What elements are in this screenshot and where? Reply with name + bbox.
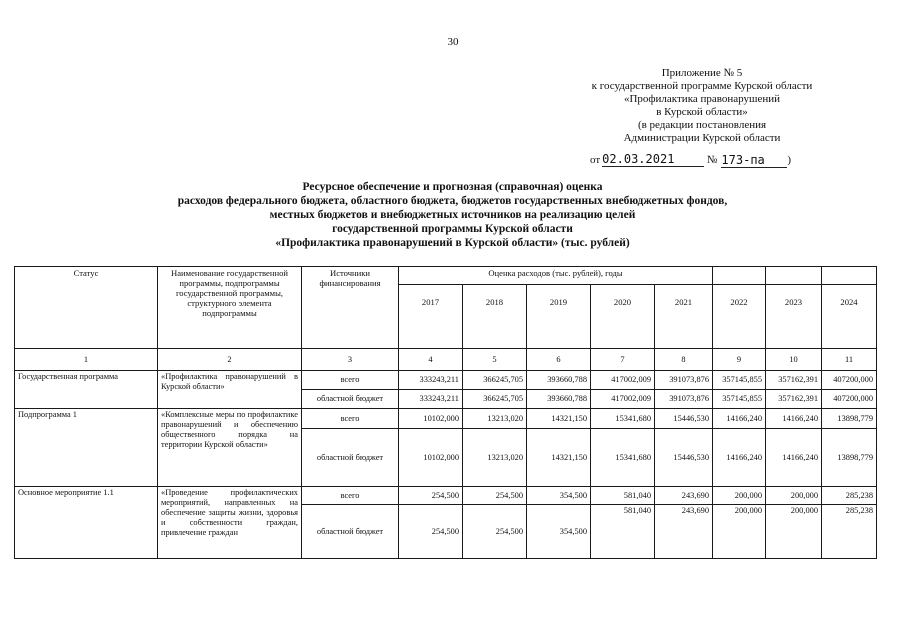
header-blank <box>766 267 822 285</box>
table-cell: 357162,391 <box>766 390 822 409</box>
table-cell: 243,690 <box>655 505 713 559</box>
table-cell: 13213,020 <box>463 409 527 429</box>
table-cell: 200,000 <box>713 505 766 559</box>
header-year: 2022 <box>713 285 766 349</box>
row-source: областной бюджет <box>302 429 399 487</box>
table-cell: 407200,000 <box>822 371 877 390</box>
table-row <box>15 487 877 505</box>
table-cell: 391073,876 <box>655 390 713 409</box>
appendix-line: Приложение № 5 <box>661 67 743 79</box>
row-name: «Проведение профилактических мероприятий, направленных на обеспечение защиты жизни, здоровья и собственности граждан, привлечение граждан <box>158 487 302 559</box>
resolution-number: 173-па <box>721 153 787 168</box>
table-row <box>15 409 877 429</box>
row-source: областной бюджет <box>302 505 399 559</box>
table-cell: 254,500 <box>463 505 527 559</box>
row-status: Основное мероприятие 1.1 <box>15 487 158 559</box>
header-status: Статус <box>15 267 158 349</box>
appendix-line: к государственной программе Курской области <box>591 80 813 92</box>
row-name: «Профилактика правонарушений в Курской области» <box>158 371 302 409</box>
column-number: 3 <box>302 349 399 371</box>
table-cell: 357145,855 <box>713 371 766 390</box>
number-prefix: № <box>706 154 718 166</box>
table-row <box>15 371 877 390</box>
table-cell: 393660,788 <box>527 390 591 409</box>
column-number: 6 <box>527 349 591 371</box>
table-cell: 254,500 <box>399 487 463 505</box>
header-name: Наименование государственной программы, подпрограммы государственной программы, структурного элемента подпрограммы <box>158 267 302 349</box>
row-source: всего <box>302 409 399 429</box>
appendix-line: в Курской области» <box>656 106 748 118</box>
table-cell: 200,000 <box>766 487 822 505</box>
row-source: всего <box>302 371 399 390</box>
row-source: всего <box>302 487 399 505</box>
table-cell: 393660,788 <box>527 371 591 390</box>
table-cell: 13898,779 <box>822 409 877 429</box>
table-cell: 581,040 <box>591 505 655 559</box>
header-year: 2023 <box>766 285 822 349</box>
table-cell: 417002,009 <box>591 371 655 390</box>
column-number-row <box>15 349 877 371</box>
closing-paren: ) <box>787 154 792 166</box>
table-cell: 15341,680 <box>591 409 655 429</box>
column-number: 1 <box>15 349 158 371</box>
table-cell: 254,500 <box>463 487 527 505</box>
title-line: Ресурсное обеспечение и прогнозная (справочная) оценка <box>302 181 603 193</box>
column-number: 5 <box>463 349 527 371</box>
appendix-line: Администрации Курской области <box>623 132 781 144</box>
title-line: местных бюджетов и внебюджетных источников на реализацию целей <box>269 209 636 221</box>
header-row <box>15 267 877 285</box>
header-year: 2018 <box>463 285 527 349</box>
row-source: областной бюджет <box>302 390 399 409</box>
header-blank <box>822 267 877 285</box>
table-cell: 10102,000 <box>399 409 463 429</box>
table-cell: 354,500 <box>527 487 591 505</box>
column-number: 9 <box>713 349 766 371</box>
header-year: 2021 <box>655 285 713 349</box>
header-source: Источники финансирования <box>302 267 399 349</box>
title-line: расходов федерального бюджета, областного бюджета, бюджетов государственных внебюджетных фондов, <box>177 195 728 207</box>
row-status: Государственная программа <box>15 371 158 409</box>
table-cell: 366245,705 <box>463 390 527 409</box>
table-cell: 366245,705 <box>463 371 527 390</box>
table-cell: 13213,020 <box>463 429 527 487</box>
from-prefix: от <box>590 154 601 166</box>
table-cell: 14166,240 <box>766 429 822 487</box>
column-number: 11 <box>822 349 877 371</box>
table-cell: 14321,150 <box>527 429 591 487</box>
resolution-reference <box>590 152 830 168</box>
table-cell: 200,000 <box>766 505 822 559</box>
column-number: 4 <box>399 349 463 371</box>
appendix-line: «Профилактика правонарушений <box>623 93 781 105</box>
table-cell: 285,238 <box>822 487 877 505</box>
table-cell: 15341,680 <box>591 429 655 487</box>
table-cell: 357162,391 <box>766 371 822 390</box>
document-title <box>120 180 785 250</box>
appendix-line: (в редакции постановления <box>637 119 767 131</box>
table-cell: 333243,211 <box>399 371 463 390</box>
table-cell: 243,690 <box>655 487 713 505</box>
appendix-block <box>552 67 852 145</box>
table-cell: 254,500 <box>399 505 463 559</box>
table-cell: 417002,009 <box>591 390 655 409</box>
column-number: 2 <box>158 349 302 371</box>
column-number: 8 <box>655 349 713 371</box>
header-year: 2024 <box>822 285 877 349</box>
header-year: 2017 <box>399 285 463 349</box>
table-cell: 14166,240 <box>713 429 766 487</box>
table-cell: 354,500 <box>527 505 591 559</box>
table-cell: 333243,211 <box>399 390 463 409</box>
page-number: 30 <box>447 36 459 48</box>
header-year: 2020 <box>591 285 655 349</box>
table-cell: 10102,000 <box>399 429 463 487</box>
table-cell: 15446,530 <box>655 409 713 429</box>
table-cell: 285,238 <box>822 505 877 559</box>
row-name: «Комплексные меры по профилактике правонарушений и обеспечению общественного порядка на территории Курской области» <box>158 409 302 487</box>
title-line: «Профилактика правонарушений в Курской области» (тыс. рублей) <box>275 237 630 249</box>
column-number: 7 <box>591 349 655 371</box>
row-status: Подпрограмма 1 <box>15 409 158 487</box>
header-blank <box>713 267 766 285</box>
header-estimate: Оценка расходов (тыс. рублей), годы <box>399 267 713 285</box>
table-cell: 391073,876 <box>655 371 713 390</box>
table-cell: 581,040 <box>591 487 655 505</box>
resource-table <box>14 266 877 559</box>
table-cell: 14166,240 <box>713 409 766 429</box>
header-year: 2019 <box>527 285 591 349</box>
table-cell: 14321,150 <box>527 409 591 429</box>
table-cell: 357145,855 <box>713 390 766 409</box>
title-line: государственной программы Курской области <box>332 223 573 235</box>
table-cell: 13898,779 <box>822 429 877 487</box>
table-cell: 200,000 <box>713 487 766 505</box>
resolution-date: 02.03.2021 <box>602 152 704 167</box>
table-cell: 14166,240 <box>766 409 822 429</box>
table-cell: 15446,530 <box>655 429 713 487</box>
column-number: 10 <box>766 349 822 371</box>
table-cell: 407200,000 <box>822 390 877 409</box>
